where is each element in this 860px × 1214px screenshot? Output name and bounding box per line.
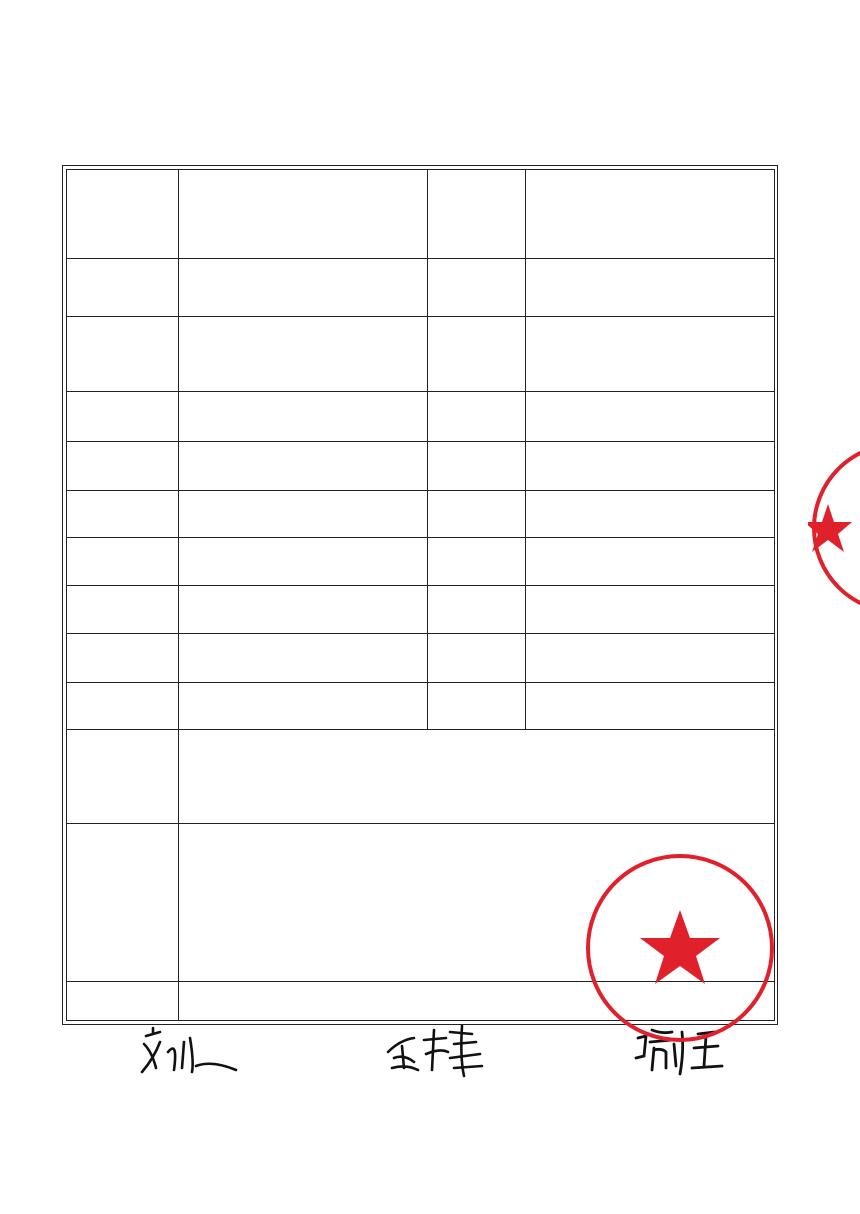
table-row [67,586,775,634]
field-value [526,682,775,729]
field-label [67,682,179,729]
field-value [526,170,775,259]
table-row [67,391,775,441]
field-label [67,441,179,490]
remarks-label [67,982,179,1021]
field-value [179,170,428,259]
field-value [526,316,775,391]
field-value [526,391,775,441]
field-value [526,634,775,683]
field-label [67,586,179,634]
field-value [526,538,775,586]
basis-label [67,729,179,823]
field-value [179,538,428,586]
review-signature [384,1018,488,1080]
table-row [67,441,775,490]
field-value [526,441,775,490]
field-value [526,586,775,634]
field-value [179,586,428,634]
field-value [179,634,428,683]
edge-seal [808,438,860,618]
table-row [67,490,775,538]
field-label [428,258,526,316]
official-seal [580,848,780,1052]
field-value [179,682,428,729]
field-value [179,490,428,538]
field-value [526,490,775,538]
table-row [67,316,775,391]
field-label [67,258,179,316]
field-label [428,441,526,490]
table-row [67,682,775,729]
field-value [179,258,428,316]
field-label [428,391,526,441]
field-label [428,682,526,729]
basis-value [179,729,775,823]
field-label [428,316,526,391]
table-row [67,170,775,259]
field-label [67,391,179,441]
field-value [179,316,428,391]
approve-signature [138,1022,242,1080]
table-row [67,634,775,683]
field-value [179,441,428,490]
field-value [179,391,428,441]
field-value [526,258,775,316]
field-label [67,634,179,683]
field-label [428,634,526,683]
basis-row [67,729,775,823]
field-label [428,586,526,634]
table-row [67,538,775,586]
field-label [428,170,526,259]
field-label [428,538,526,586]
field-label [67,490,179,538]
field-label [67,538,179,586]
field-label [428,490,526,538]
field-label [67,170,179,259]
field-label [67,316,179,391]
table-row [67,258,775,316]
conclusion-label [67,823,179,982]
